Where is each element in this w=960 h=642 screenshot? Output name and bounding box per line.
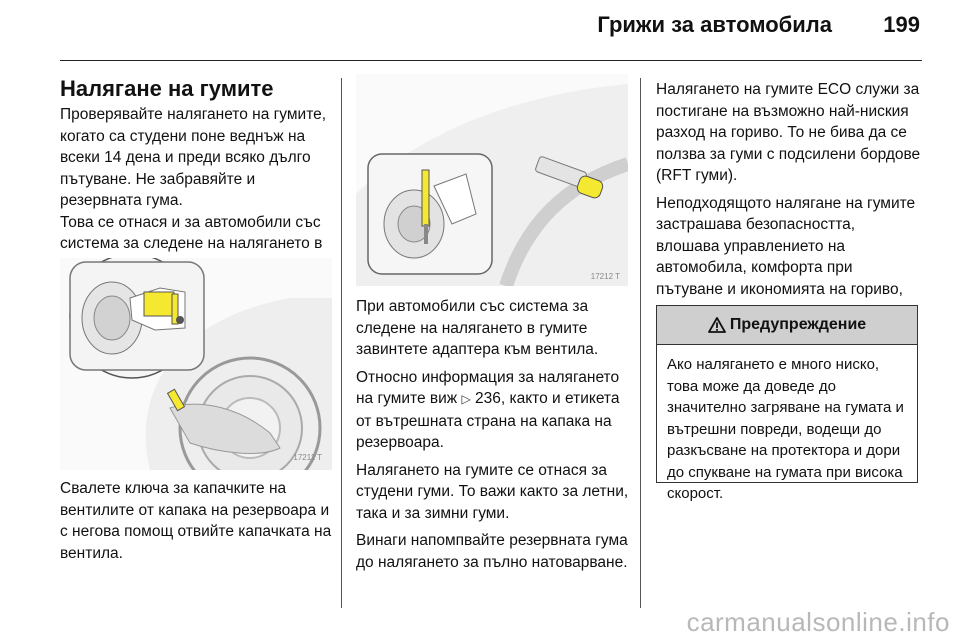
column-divider-2	[640, 78, 641, 608]
arrow-reference-icon: ▷	[461, 392, 471, 406]
header-rule	[60, 60, 922, 61]
column-2	[356, 296, 630, 579]
warning-title: Предупреждение	[729, 316, 867, 333]
column-1	[60, 72, 332, 282]
watermark: carmanualsonline.info	[686, 607, 950, 637]
figure-2-label: 17212 T	[590, 272, 620, 281]
figure-1-caption: Свалете ключа за капачките на вентилите от капака на резервоара и с негова помощ отвийте капачката на вентила.	[60, 480, 332, 562]
pressure-reference-paragraph	[356, 367, 630, 454]
header-title: Грижи за автомобила	[597, 12, 832, 37]
warning-text: Ако налягането е много ниско, това може да доведе до значително загряване на гумата и вътрешни повреди, водещи до разкъсване на протектора и дори до спукване на гумата при висока скорост.	[667, 356, 904, 502]
page-reference-link[interactable]: 236	[475, 390, 501, 407]
spare-tyre-paragraph: Винаги напомпвайте резервната гума до налягането за пълно натоварване.	[356, 532, 628, 571]
section-title: Налягане на гумите	[60, 76, 274, 101]
intro-paragraph: Проверявайте налягането на гумите, когато са студени поне веднъж на всеки 14 дена и преди всяко дълго пътуване. Не забравяйте и резервната гума.	[60, 106, 327, 209]
cold-tyres-paragraph: Налягането на гумите се отнася за студени гуми. То важи както за летни, така и за зимни гуми.	[356, 461, 629, 522]
illustration-valve-cap-removal	[60, 258, 332, 470]
illustration-valve-adapter	[356, 74, 628, 286]
adapter-paragraph: При автомобили със система за следене на налягането в гумите завинтете адаптера към вентила.	[356, 298, 599, 358]
page-number: 199	[883, 12, 920, 37]
warning-triangle-icon	[708, 317, 726, 333]
column-divider-1	[341, 78, 342, 608]
warning-box	[656, 305, 918, 502]
wrong-pressure-paragraph: Неподходящото налягане на гумите застрашава безопасността, влошава управлението на автомобила, комфорта при пътуване и икономията на гориво,	[656, 194, 916, 298]
tpms-paragraph: Това се отнася и за автомобили със система за следене на налягането в	[60, 213, 323, 252]
figure-1-label: 17211 T	[293, 453, 322, 462]
column-1-caption	[60, 478, 332, 570]
warning-header	[657, 306, 917, 345]
eco-pressure-paragraph: Налягането на гумите ECO служи за постигане на възможно най-ниския разход на гориво. То не бива да се ползва за гуми с подсилени бордове (RFT гуми).	[656, 81, 921, 184]
pressure-reference-text-end: , както и етикета от вътрешната страна на капака на резервоара.	[356, 390, 620, 451]
pressure-reference-text: Относно информация за налягането на гумите виж	[356, 368, 620, 407]
